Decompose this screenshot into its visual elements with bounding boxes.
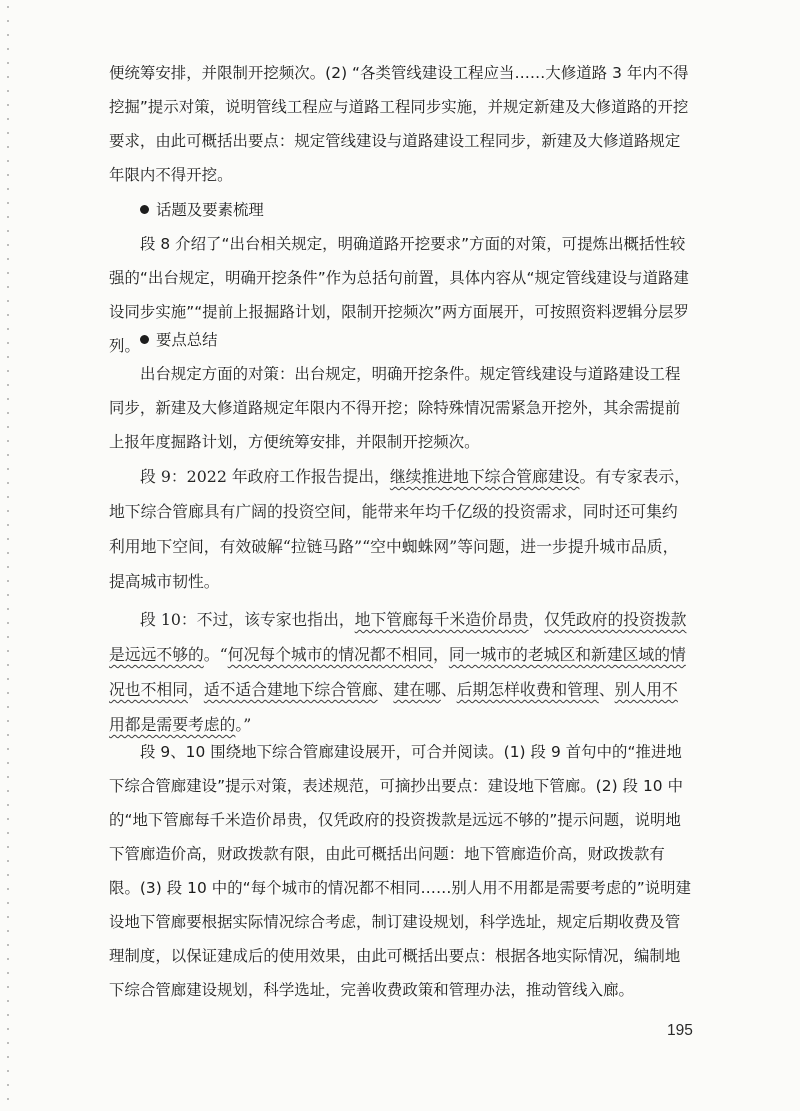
wavy-underline-text: 后期怎样收费和管理 [456, 680, 599, 699]
text-run: ， [188, 680, 204, 699]
wavy-underline-text: 仅凭政府的投资拨款是远远不够的 [109, 610, 687, 664]
paragraph-top: 便统筹安排，并限制开挖频次。(2) “各类管线建设工程应当……大修道路 3 年内不得挖掘”提示对策，说明管线工程应与道路工程同步实施，并规定新建及大修道路的开挖要求，由此可概括出要点：规定管线建设与道路建设工程同步，新建及大修道路规定年限内不得开挖。 [109, 64, 689, 184]
page-number: 195 [667, 1022, 693, 1039]
paragraph-section2: 出台规定方面的对策：出台规定，明确开挖条件。规定管线建设与道路建设工程同步，新建及大修道路规定年限内不得开挖；除特殊情况需紧急开挖外，其余需提前上报年度掘路计划，方便统筹安排，并限制开挖频次。 [109, 365, 681, 451]
text-run: 段 10：不过，该专家也指出， [140, 610, 355, 629]
wavy-underline-text: 继续推进地下综合管廊建设 [389, 467, 580, 486]
page-edge-dots [7, 0, 9, 1111]
wavy-underline-text: 建在哪 [393, 680, 441, 699]
wavy-underline-text: 同一城市的老城区和新建区域的情况也不相同 [109, 645, 686, 699]
heading-text: 要点总结 [156, 331, 218, 349]
text-run: 、 [598, 680, 615, 699]
text-run: ， [528, 610, 545, 629]
material-paragraph-9 [109, 459, 693, 599]
text-run: 、 [440, 680, 457, 699]
section-heading-summary [109, 323, 724, 357]
text-run: 段 9：2022 年政府工作报告提出， [140, 467, 390, 486]
section-heading-topic [109, 193, 724, 227]
text-run: 。“ [203, 645, 228, 664]
wavy-underline-text: 别人用不用都是需要考虑的 [109, 680, 678, 734]
paragraph-section1: 段 8 介绍了“出台相关规定，明确道路开挖要求”方面的对策，可提炼出概括性较强的“出台规定，明确开挖条件”作为总括句前置，具体内容从“规定管线建设与道路建设同步实施”“提前上报掘路计划，限制开挖频次”两方面展开，可按照资料逻辑分层罗列。 [109, 235, 689, 355]
wavy-underline-text: 适不适合建地下综合管廊 [203, 680, 378, 699]
text-run: 。” [235, 715, 252, 734]
text-run: 。有专家表示，地下综合管廊具有广阔的投资空间，能带来年均千亿级的投资需求，同时还可集约利用地下空间，有效破解“拉链马路”“空中蜘蛛网”等问题，进一步提升城市品质，提高城市韧性。 [109, 467, 691, 591]
analysis-paragraph: 段 9、10 围绕地下综合管廊建设展开，可合并阅读。(1) 段 9 首句中的“推进地下综合管廊建设”提示对策，表述规范，可摘抄出要点：建设地下管廊。(2) 段 10 中的“地下管廊每千米造价昂贵，仅凭政府的投资拨款是远远不够的”提示问题，说明地下管廊造价高，财政拨款有限，由此可概括出问题：地下管廊造价高，财政拨款有限。(3) 段 10 中的“每个城市的情况都不相同……别人用不用都是需要考虑的”说明建设地下管廊要根据实际情况综合考虑，制订建设规划，科学选址，规定后期收费及管理制度，以保证建成后的使用效果，由此可概括出要点：根据各地实际情况，编制地下综合管廊建设规划，科学选址，完善收费政策和管理办法，推动管线入廊。 [109, 743, 692, 999]
material-paragraph-10 [109, 602, 693, 742]
wavy-underline-text: 何况每个城市的情况都不相同 [227, 645, 434, 664]
heading-text: 话题及要素梳理 [156, 201, 264, 219]
bullet-icon [140, 205, 149, 214]
text-run: 、 [377, 680, 394, 699]
wavy-underline-text: 地下管廊每千米造价昂贵 [354, 610, 529, 629]
text-run: ， [433, 645, 449, 664]
bullet-icon [140, 335, 149, 344]
